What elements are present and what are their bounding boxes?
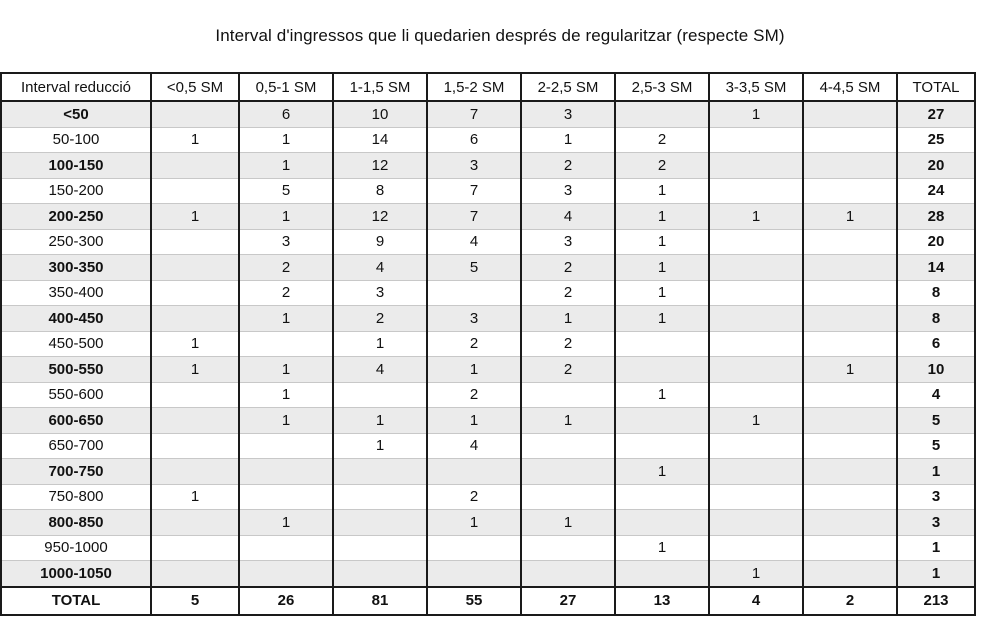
row-total: 25 xyxy=(897,127,975,153)
column-header: Interval reducció xyxy=(1,73,151,101)
data-table-container xyxy=(0,72,976,616)
table-cell xyxy=(333,561,427,587)
table-cell: 2 xyxy=(521,280,615,306)
table-cell xyxy=(239,535,333,561)
table-cell xyxy=(803,459,897,485)
column-header: 2,5-3 SM xyxy=(615,73,709,101)
table-cell: 8 xyxy=(333,178,427,204)
table-cell xyxy=(239,331,333,357)
table-cell xyxy=(709,459,803,485)
table-cell: 1 xyxy=(427,408,521,434)
grand-total: 213 xyxy=(897,587,975,615)
table-cell: 4 xyxy=(427,433,521,459)
table-cell: 1 xyxy=(333,331,427,357)
table-row xyxy=(1,459,975,485)
table-cell xyxy=(151,408,239,434)
table-cell xyxy=(151,459,239,485)
table-cell xyxy=(333,484,427,510)
table-row xyxy=(1,306,975,332)
table-cell xyxy=(803,484,897,510)
row-total: 28 xyxy=(897,204,975,230)
column-header: <0,5 SM xyxy=(151,73,239,101)
footer-label: TOTAL xyxy=(1,587,151,615)
table-cell xyxy=(803,535,897,561)
table-cell: 3 xyxy=(521,229,615,255)
table-cell: 1 xyxy=(427,357,521,383)
table-cell: 2 xyxy=(427,331,521,357)
table-cell xyxy=(803,510,897,536)
row-total: 20 xyxy=(897,153,975,179)
table-cell: 1 xyxy=(151,484,239,510)
table-cell xyxy=(151,561,239,587)
table-row xyxy=(1,280,975,306)
row-total: 3 xyxy=(897,510,975,536)
table-cell xyxy=(803,178,897,204)
table-cell xyxy=(803,382,897,408)
row-label: 700-750 xyxy=(1,459,151,485)
table-row xyxy=(1,535,975,561)
table-cell xyxy=(521,433,615,459)
row-label: 600-650 xyxy=(1,408,151,434)
table-cell xyxy=(521,459,615,485)
table-cell: 12 xyxy=(333,204,427,230)
row-total: 14 xyxy=(897,255,975,281)
table-cell xyxy=(803,101,897,127)
row-total: 20 xyxy=(897,229,975,255)
table-cell xyxy=(709,484,803,510)
table-cell xyxy=(151,433,239,459)
table-cell xyxy=(803,255,897,281)
table-row xyxy=(1,382,975,408)
table-cell xyxy=(521,535,615,561)
table-cell xyxy=(151,382,239,408)
table-cell xyxy=(151,229,239,255)
table-cell: 14 xyxy=(333,127,427,153)
table-cell: 1 xyxy=(615,204,709,230)
table-cell xyxy=(615,331,709,357)
footer-cell: 55 xyxy=(427,587,521,615)
table-cell: 12 xyxy=(333,153,427,179)
table-cell xyxy=(521,484,615,510)
column-header: 1,5-2 SM xyxy=(427,73,521,101)
table-cell: 2 xyxy=(427,382,521,408)
table-cell xyxy=(709,153,803,179)
table-cell: 7 xyxy=(427,101,521,127)
table-cell: 1 xyxy=(615,280,709,306)
table-cell: 2 xyxy=(333,306,427,332)
table-cell xyxy=(151,153,239,179)
table-cell: 1 xyxy=(521,127,615,153)
table-header xyxy=(1,73,975,101)
table-cell xyxy=(151,510,239,536)
table-cell: 4 xyxy=(427,229,521,255)
row-label: 650-700 xyxy=(1,433,151,459)
table-cell xyxy=(709,535,803,561)
table-cell xyxy=(521,561,615,587)
table-row xyxy=(1,101,975,127)
table-cell xyxy=(151,101,239,127)
table-cell: 1 xyxy=(709,408,803,434)
row-label: 950-1000 xyxy=(1,535,151,561)
table-cell: 1 xyxy=(239,204,333,230)
table-cell: 1 xyxy=(151,357,239,383)
row-total: 6 xyxy=(897,331,975,357)
column-header: 3-3,5 SM xyxy=(709,73,803,101)
table-row xyxy=(1,561,975,587)
table-row xyxy=(1,229,975,255)
row-total: 8 xyxy=(897,280,975,306)
table-cell: 2 xyxy=(521,255,615,281)
table-cell: 2 xyxy=(521,357,615,383)
row-label: 350-400 xyxy=(1,280,151,306)
table-cell: 1 xyxy=(427,510,521,536)
table-cell xyxy=(615,433,709,459)
table-cell: 5 xyxy=(239,178,333,204)
table-cell xyxy=(803,127,897,153)
table-cell: 1 xyxy=(615,229,709,255)
table-footer xyxy=(1,587,975,615)
footer-cell: 2 xyxy=(803,587,897,615)
table-cell: 2 xyxy=(239,255,333,281)
table-cell xyxy=(803,229,897,255)
footer-cell: 5 xyxy=(151,587,239,615)
row-label: 400-450 xyxy=(1,306,151,332)
table-cell: 1 xyxy=(521,306,615,332)
table-cell xyxy=(803,153,897,179)
table-row xyxy=(1,153,975,179)
table-cell xyxy=(803,433,897,459)
table-cell xyxy=(709,280,803,306)
table-cell: 3 xyxy=(427,306,521,332)
table-cell xyxy=(615,484,709,510)
table-row xyxy=(1,204,975,230)
table-cell: 6 xyxy=(239,101,333,127)
table-cell: 1 xyxy=(803,204,897,230)
table-row xyxy=(1,433,975,459)
table-cell xyxy=(803,331,897,357)
header-row xyxy=(1,73,975,101)
row-label: 250-300 xyxy=(1,229,151,255)
table-cell: 2 xyxy=(521,153,615,179)
table-cell: 3 xyxy=(521,178,615,204)
table-cell xyxy=(615,408,709,434)
table-cell xyxy=(333,510,427,536)
table-cell xyxy=(239,484,333,510)
row-label: 200-250 xyxy=(1,204,151,230)
table-cell xyxy=(803,306,897,332)
footer-row xyxy=(1,587,975,615)
column-header: 2-2,5 SM xyxy=(521,73,615,101)
row-label: 750-800 xyxy=(1,484,151,510)
table-cell xyxy=(151,178,239,204)
row-total: 1 xyxy=(897,535,975,561)
table-cell xyxy=(239,561,333,587)
table-cell xyxy=(709,306,803,332)
table-cell: 2 xyxy=(427,484,521,510)
table-cell xyxy=(803,280,897,306)
data-table xyxy=(0,72,976,616)
table-cell xyxy=(427,535,521,561)
row-label: 550-600 xyxy=(1,382,151,408)
table-body xyxy=(1,101,975,587)
table-cell: 2 xyxy=(521,331,615,357)
table-cell: 1 xyxy=(333,408,427,434)
row-label: 300-350 xyxy=(1,255,151,281)
table-cell: 1 xyxy=(333,433,427,459)
table-cell xyxy=(151,306,239,332)
row-total: 24 xyxy=(897,178,975,204)
row-total: 10 xyxy=(897,357,975,383)
table-cell: 1 xyxy=(615,306,709,332)
table-cell: 1 xyxy=(239,510,333,536)
table-cell xyxy=(615,510,709,536)
table-cell xyxy=(151,280,239,306)
table-cell xyxy=(709,510,803,536)
table-cell: 10 xyxy=(333,101,427,127)
table-row xyxy=(1,510,975,536)
table-cell: 5 xyxy=(427,255,521,281)
table-cell: 2 xyxy=(615,153,709,179)
row-total: 5 xyxy=(897,433,975,459)
table-cell: 9 xyxy=(333,229,427,255)
table-cell xyxy=(239,433,333,459)
column-header: 0,5-1 SM xyxy=(239,73,333,101)
footer-cell: 4 xyxy=(709,587,803,615)
table-cell xyxy=(803,561,897,587)
row-total: 8 xyxy=(897,306,975,332)
row-label: 50-100 xyxy=(1,127,151,153)
table-cell: 4 xyxy=(333,255,427,281)
table-cell: 2 xyxy=(239,280,333,306)
row-label: 150-200 xyxy=(1,178,151,204)
row-total: 1 xyxy=(897,459,975,485)
table-cell xyxy=(709,331,803,357)
row-total: 27 xyxy=(897,101,975,127)
table-cell: 6 xyxy=(427,127,521,153)
column-header: 1-1,5 SM xyxy=(333,73,427,101)
table-cell: 1 xyxy=(239,382,333,408)
table-cell xyxy=(151,255,239,281)
table-cell: 1 xyxy=(521,408,615,434)
table-cell xyxy=(709,433,803,459)
table-cell xyxy=(709,382,803,408)
table-cell: 4 xyxy=(521,204,615,230)
table-title: Interval d'ingressos que li quedarien després de regularitzar (respecte SM) xyxy=(215,26,785,45)
table-cell: 1 xyxy=(151,127,239,153)
row-total: 1 xyxy=(897,561,975,587)
table-cell xyxy=(709,229,803,255)
table-cell: 3 xyxy=(333,280,427,306)
column-header: 4-4,5 SM xyxy=(803,73,897,101)
table-cell xyxy=(239,459,333,485)
table-cell xyxy=(427,459,521,485)
row-total: 3 xyxy=(897,484,975,510)
row-total: 4 xyxy=(897,382,975,408)
row-label: 800-850 xyxy=(1,510,151,536)
table-cell: 1 xyxy=(615,535,709,561)
table-row xyxy=(1,178,975,204)
table-cell xyxy=(333,535,427,561)
table-cell: 1 xyxy=(239,153,333,179)
table-row xyxy=(1,408,975,434)
row-label: 500-550 xyxy=(1,357,151,383)
table-cell: 1 xyxy=(239,357,333,383)
table-cell xyxy=(615,101,709,127)
table-cell: 7 xyxy=(427,178,521,204)
table-cell xyxy=(709,255,803,281)
table-cell: 1 xyxy=(151,331,239,357)
table-cell xyxy=(709,127,803,153)
table-cell xyxy=(709,357,803,383)
table-cell: 1 xyxy=(615,255,709,281)
table-cell: 1 xyxy=(615,382,709,408)
table-cell: 3 xyxy=(521,101,615,127)
row-total: 5 xyxy=(897,408,975,434)
table-cell: 1 xyxy=(239,306,333,332)
table-cell: 1 xyxy=(239,408,333,434)
table-cell: 1 xyxy=(615,178,709,204)
footer-cell: 27 xyxy=(521,587,615,615)
table-cell: 1 xyxy=(615,459,709,485)
table-cell: 1 xyxy=(709,101,803,127)
table-row xyxy=(1,484,975,510)
table-cell: 7 xyxy=(427,204,521,230)
footer-cell: 81 xyxy=(333,587,427,615)
column-header: TOTAL xyxy=(897,73,975,101)
table-cell xyxy=(521,382,615,408)
table-row xyxy=(1,255,975,281)
row-label: <50 xyxy=(1,101,151,127)
table-cell: 1 xyxy=(709,204,803,230)
table-cell xyxy=(333,459,427,485)
row-label: 1000-1050 xyxy=(1,561,151,587)
table-cell: 1 xyxy=(709,561,803,587)
table-cell: 2 xyxy=(615,127,709,153)
row-label: 450-500 xyxy=(1,331,151,357)
table-row xyxy=(1,127,975,153)
table-cell xyxy=(615,357,709,383)
table-cell xyxy=(151,535,239,561)
table-cell xyxy=(427,561,521,587)
table-cell: 4 xyxy=(333,357,427,383)
footer-cell: 13 xyxy=(615,587,709,615)
table-cell xyxy=(427,280,521,306)
table-cell: 3 xyxy=(427,153,521,179)
table-row xyxy=(1,331,975,357)
row-label: 100-150 xyxy=(1,153,151,179)
table-cell xyxy=(803,408,897,434)
table-cell xyxy=(615,561,709,587)
table-cell: 1 xyxy=(521,510,615,536)
table-cell: 1 xyxy=(803,357,897,383)
table-cell: 3 xyxy=(239,229,333,255)
table-cell: 1 xyxy=(151,204,239,230)
table-row xyxy=(1,357,975,383)
footer-cell: 26 xyxy=(239,587,333,615)
table-cell xyxy=(333,382,427,408)
table-cell: 1 xyxy=(239,127,333,153)
table-cell xyxy=(709,178,803,204)
